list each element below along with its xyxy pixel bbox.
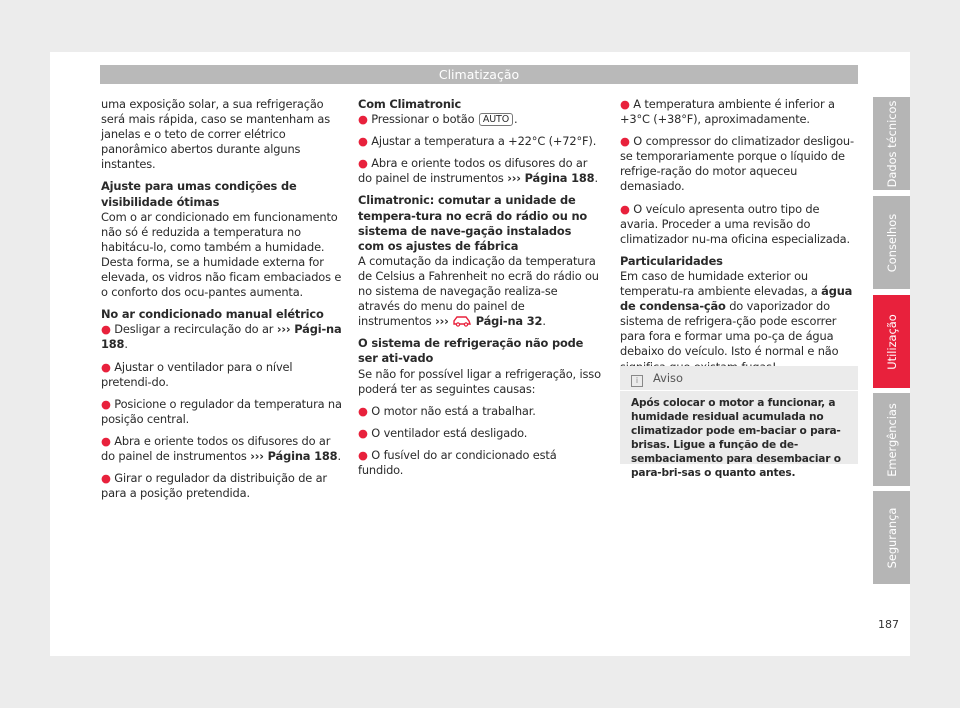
bullet-icon: ● xyxy=(101,433,111,448)
page-reference-link[interactable]: Pági-na 32 xyxy=(475,314,543,329)
list-item: ● O fusível do ar condicionado está fundido. xyxy=(358,447,557,477)
bullet-icon: ● xyxy=(101,322,111,337)
list-item: ● Pressionar o botão AUTO . xyxy=(358,112,518,127)
heading-particularities: Particularidades xyxy=(620,253,723,268)
bullet-icon: ● xyxy=(101,359,111,374)
heading-temperature-units: Climatronic: comutar a unidade de tempera-tura no ecrã do rádio ou no sistema de nave-gação instalados com os ajustes de fábrica xyxy=(358,193,588,253)
page-reference-link[interactable]: ››› Página 188 xyxy=(250,448,338,463)
notice-title: Aviso xyxy=(653,371,683,385)
bullet-icon: ● xyxy=(358,425,368,440)
bullet-icon: ● xyxy=(358,156,368,171)
bullet-icon: ● xyxy=(101,396,111,411)
tab-seguranca[interactable]: Segurança xyxy=(873,491,910,584)
list-item: ● Ajustar o ventilador para o nível pretendi-do. xyxy=(101,359,293,389)
tab-dados-tecnicos[interactable]: Dados técnicos xyxy=(873,97,910,190)
list-item: ● Ajustar a temperatura a +22°C (+72°F). xyxy=(358,134,597,149)
tab-emergencias[interactable]: Emergências xyxy=(873,393,910,486)
paragraph-cooling-fail: Se não for possível ligar a refrigeração, isso poderá ter as seguintes causas: xyxy=(358,366,601,396)
notice-header xyxy=(620,366,858,391)
column-right xyxy=(620,97,860,382)
list-item: ● Posicione o regulador da temperatura na posição central. xyxy=(101,396,342,426)
tab-conselhos[interactable]: Conselhos xyxy=(873,196,910,289)
notice-box xyxy=(620,366,858,479)
page-reference-link[interactable]: ››› Pági-na 188 xyxy=(101,322,342,352)
info-icon: i xyxy=(631,375,643,387)
heading-manual-ac: No ar condicionado manual elétrico xyxy=(101,307,324,322)
list-item: ● Abra e oriente todos os difusores do ar do painel de instrumentos ››› Página 188. xyxy=(101,433,341,463)
bullet-icon: ● xyxy=(358,447,368,462)
list-item: ● O ventilador está desligado. xyxy=(358,425,528,440)
bullet-icon: ● xyxy=(358,134,368,149)
column-left xyxy=(101,97,344,508)
list-item: ● Abra e oriente todos os difusores do ar do painel de instrumentos ››› Página 188. xyxy=(358,156,598,186)
paragraph-visibility: Com o ar condicionado em funcionamento não só é reduzida a temperatura no habitácu-lo, como também a humidade. Desta forma, se a humidade externa for elevada, os vidros não ficam embaciados e o conforto dos ocu-pantes aumenta. xyxy=(101,209,342,300)
heading-climatronic: Com Climatronic xyxy=(358,97,462,111)
bullet-icon: ● xyxy=(620,134,630,149)
heading-visibility: Ajuste para umas condições de visibilidade ótimas xyxy=(101,179,297,209)
page-number: 187 xyxy=(878,618,899,631)
paragraph-particularities: Em caso de humidade exterior ou temperatu-ra ambiente elevadas, a água de condensa-ção do vaporizador do sistema de refrigera-ção pode escorrer para fora e formar uma po-ça de água debaixo do veículo. Isto é normal e não xyxy=(620,268,853,359)
column-middle xyxy=(358,97,601,485)
paragraph-temperature-units: A comutação da indicação da temperatura de Celsius a Fahrenheit no ecrã do rádio ou no sistema de navegação realiza-se através do menu do painel de instrumentos ››› Pági-na 32. xyxy=(358,253,599,329)
bullet-icon: ● xyxy=(358,112,368,127)
auto-button-key: AUTO xyxy=(479,113,513,126)
paragraph-intro: uma exposição solar, a sua refrigeração será mais rápida, caso se mantenham as janelas e o teto de correr elétrico panorâmico abertos durante alguns instantes. xyxy=(101,97,330,172)
bullet-icon: ● xyxy=(101,471,111,486)
notice-text: Após colocar o motor a funcionar, a humidade residual acumulada no climatizador pode em-baciar o para-brisas. Ligue a função de de-sembaciamento para desembaciar o para-bri-sas o quanto antes. xyxy=(631,397,841,479)
list-item: ● Girar o regulador da distribuição de ar para a posição pretendida. xyxy=(101,471,327,501)
list-item: ● O veículo apresenta outro tipo de avaria. Proceder a uma revisão do climatizador nu-ma oficina especializada. xyxy=(620,201,850,246)
page-reference-link[interactable]: ››› Página 188 xyxy=(507,171,595,186)
list-item: ● Desligar a recirculação do ar ››› Pági-na 188. xyxy=(101,322,342,352)
list-item: ● O compressor do climatizador desligou-se temporariamente porque o líquido de refrige-ração do motor aqueceu demasiado. xyxy=(620,134,854,194)
list-item: ● A temperatura ambiente é inferior a +3°C (+38°F), aproximadamente. xyxy=(620,97,835,127)
bullet-icon: ● xyxy=(358,403,368,418)
car-manual-icon xyxy=(452,314,472,327)
bullet-icon: ● xyxy=(620,201,630,216)
bullet-icon: ● xyxy=(620,97,630,111)
page-title: Climatização xyxy=(100,65,858,84)
tab-utilizacao[interactable]: Utilização xyxy=(873,295,910,388)
list-item: ● O motor não está a trabalhar. xyxy=(358,403,536,418)
heading-cooling-fail: O sistema de refrigeração não pode ser ati-vado xyxy=(358,336,584,366)
